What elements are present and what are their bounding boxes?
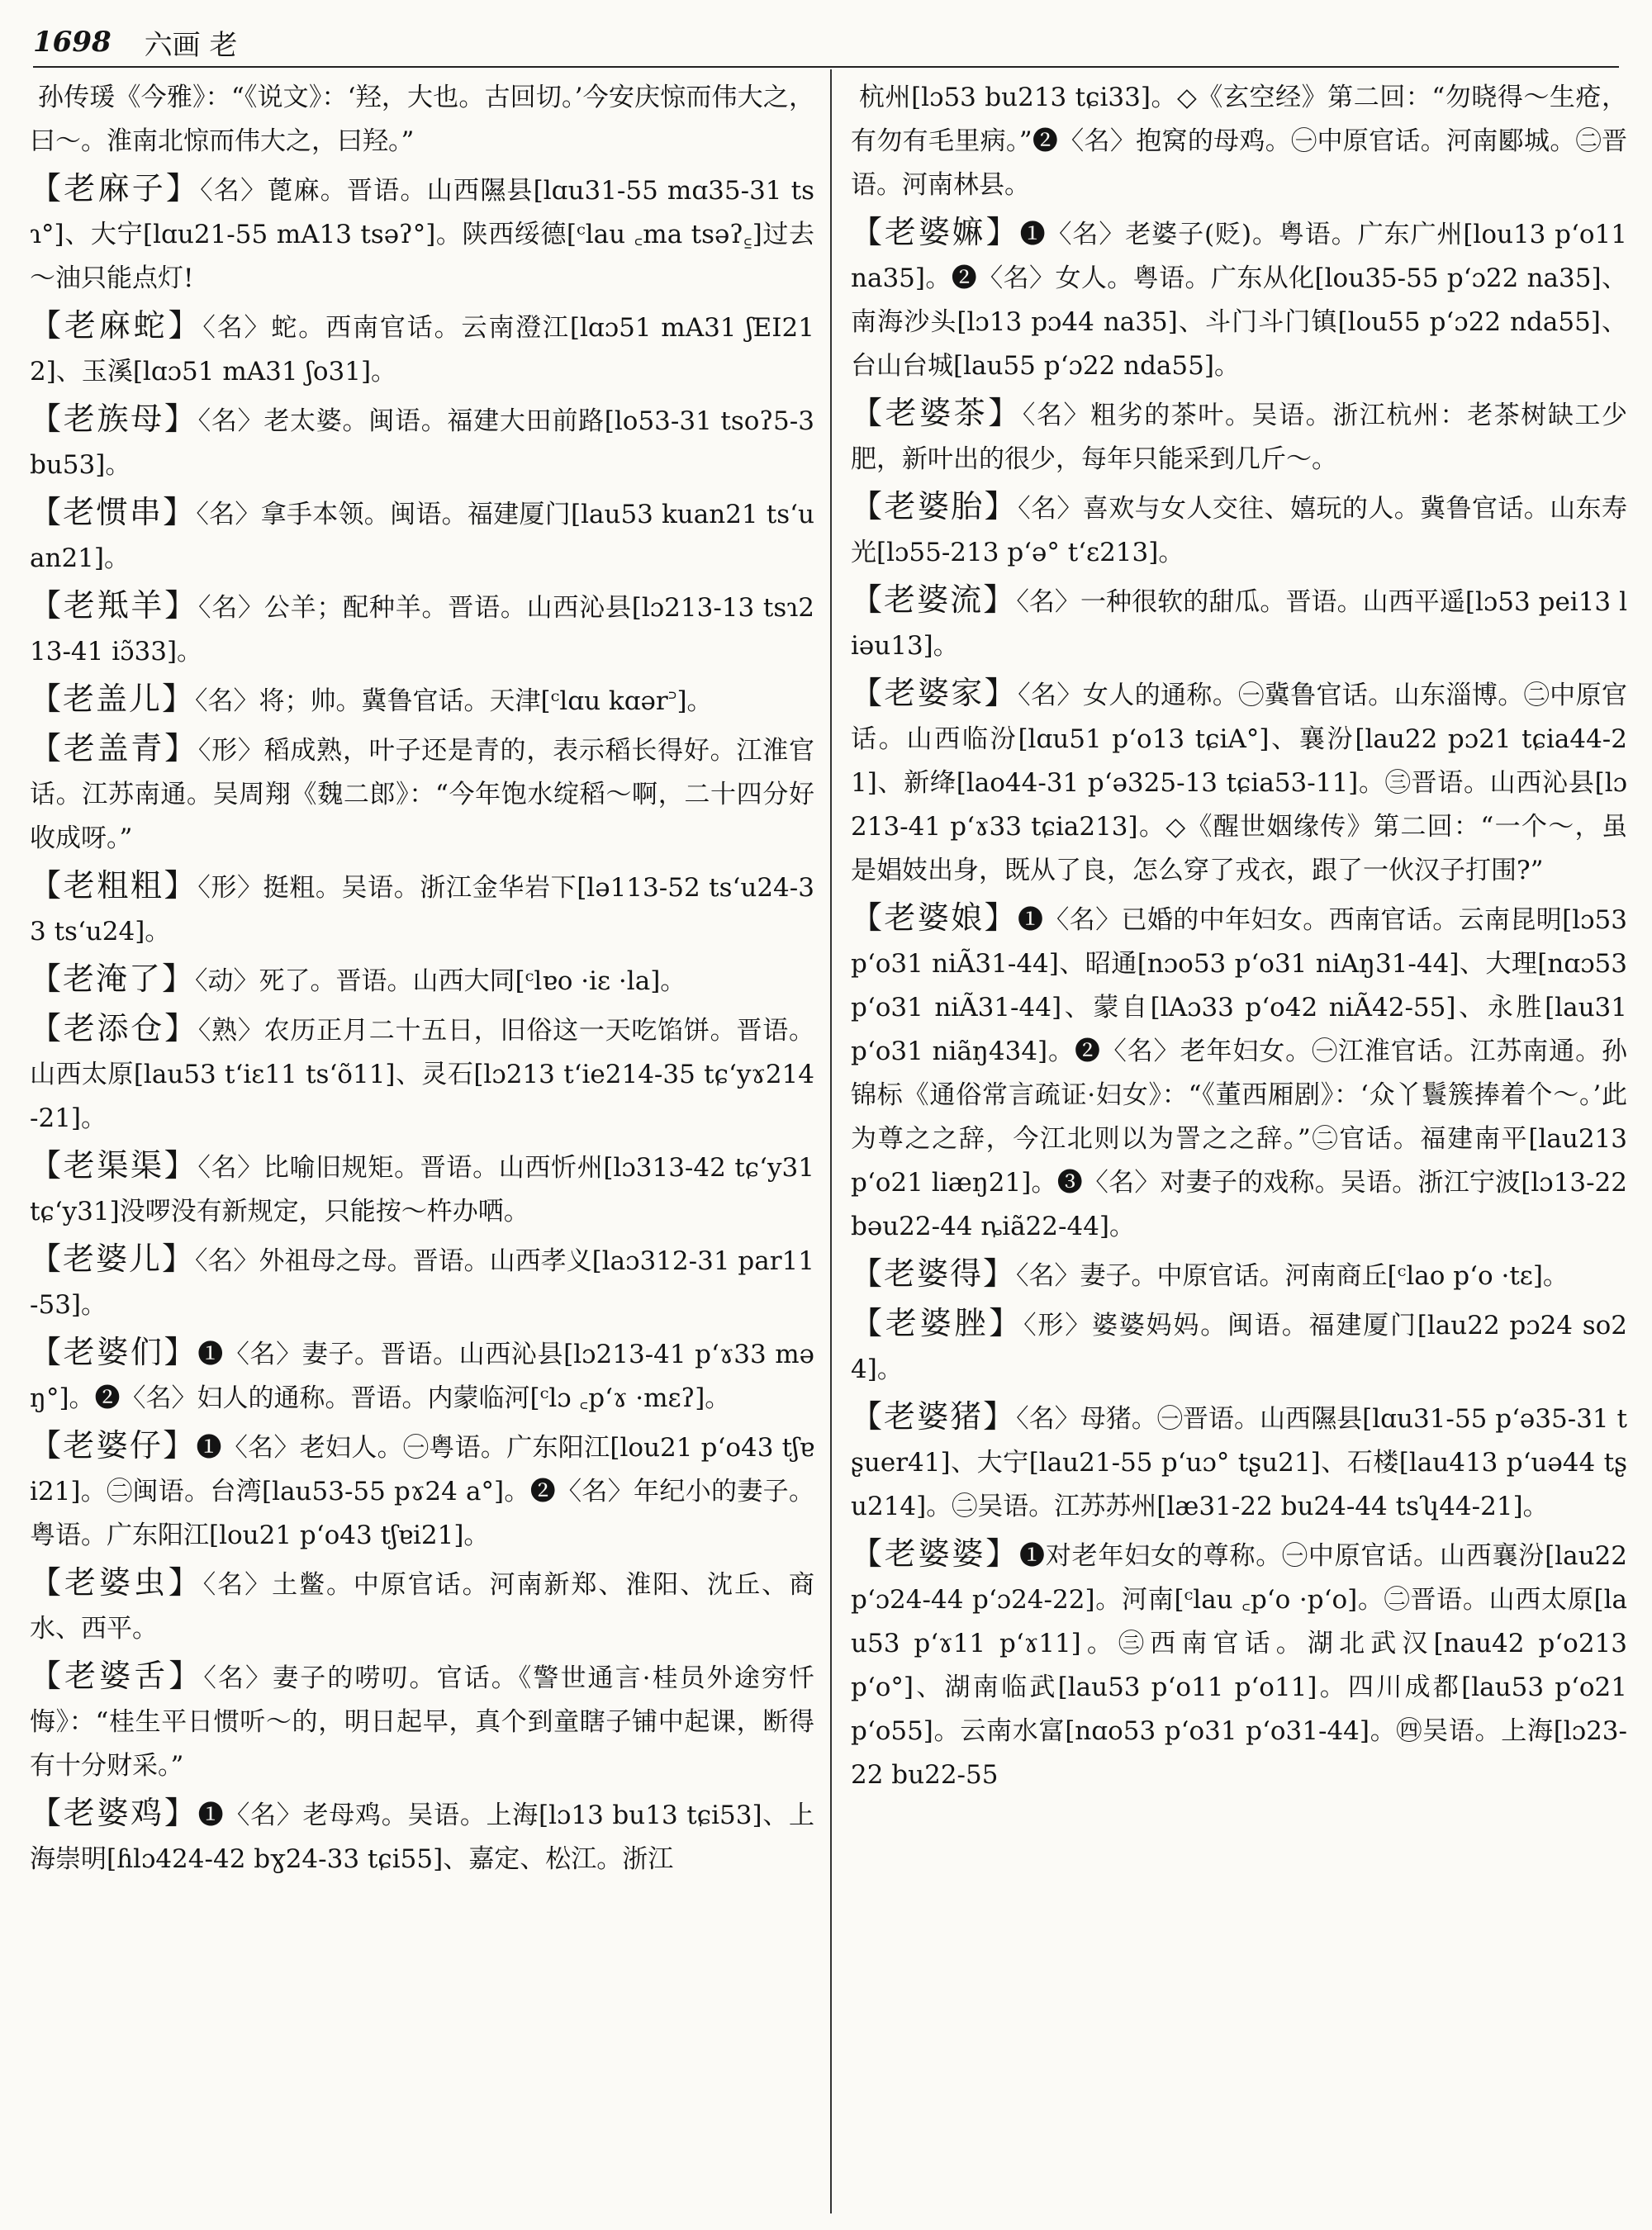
dictionary-entry xyxy=(851,211,1627,388)
dictionary-entry xyxy=(30,1007,814,1141)
dictionary-entry xyxy=(30,957,814,1004)
dictionary-entry xyxy=(851,485,1627,575)
entry-definition: 〈名〉老太婆。闽语。福建大田前路[lo53-31 tsoʔ5-3 bu53]。 xyxy=(30,406,814,480)
entry-definition: ❶对老年妇女的尊称。㊀中原官话。山西襄汾[lau22 p‘ɔ24-44 p‘ɔ24-22]。河南[ᶜlau ꜀p‘o ·p‘o]。㊁晋语。山西太原[lau53 p‘ɤ11 p‘ɤ11]。㊂西南官话。湖北武汉[nau42 p‘o213 p‘o°]、湖南临武[lau53 p‘o11 p‘o11]。四川成都[lau53 p‘o21 p‘o55]。云南水富[nɑo53 p‘o31 p‘o31-44]。㊃吴语。上海[lɔ23-22 bu22-55 xyxy=(851,1541,1627,1790)
entry-headword: 【老婆得】 xyxy=(851,1255,1017,1292)
entry-headword: 【老添仓】 xyxy=(30,1010,198,1046)
entry-definition: 〈名〉拿手本领。闽语。福建厦门[lau53 kuan21 ts‘uan21]。 xyxy=(30,500,814,573)
right-entries xyxy=(851,211,1627,1797)
entry-definition: 〈动〉死了。晋语。山西大同[ᶜlɐo ·iɛ ·la]。 xyxy=(195,966,686,996)
left-continuation: 孙传瑗《今雅》：“《说文》：‘羟，大也。古回切。’今安庆惊而伟大之，曰～。淮南北惊而伟大之，曰羟。” xyxy=(30,83,814,156)
dictionary-entry xyxy=(851,1302,1627,1392)
left-column xyxy=(30,76,814,2215)
entry-definition: 〈名〉蛇。西南官话。云南澄江[lɑɔ51 mA31 ʃEI212]、玉溪[lɑɔ51 mA31 ʃo31]。 xyxy=(30,313,814,387)
entry-definition: ❶〈名〉老婆子(贬)。粤语。广东广州[lou13 p‘o11 na35]。❷〈名〉女人。粤语。广东从化[lou35-55 p‘ɔ22 na35]、南海沙头[lɔ13 pɔ44 na35]、斗门斗门镇[lou55 p‘ɔ22 nda55]、台山台城[lau55 p‘ɔ22 nda55]。 xyxy=(851,220,1627,381)
dictionary-entry xyxy=(30,1424,814,1558)
entry-headword: 【老盖儿】 xyxy=(30,681,196,717)
left-entries xyxy=(30,167,814,1881)
entry-headword: 【老羝羊】 xyxy=(30,587,198,624)
entry-definition: 〈名〉土鳖。中原官话。河南新郑、淮阳、沈丘、商水、西平。 xyxy=(30,1570,814,1644)
entry-headword: 【老婆家】 xyxy=(851,675,1018,711)
entry-headword: 【老婆们】 xyxy=(30,1334,198,1370)
entry-headword: 【老麻蛇】 xyxy=(30,307,203,344)
dictionary-entry xyxy=(851,391,1627,482)
dictionary-entry xyxy=(30,727,814,861)
entry-headword: 【老淹了】 xyxy=(30,961,196,997)
dictionary-entry xyxy=(30,1237,814,1327)
dictionary-entry xyxy=(30,1144,814,1234)
dictionary-entry xyxy=(851,671,1627,893)
entry-definition: 〈名〉粗劣的茶叶。吴语。浙江杭州：老茶树缺工少肥，新叶出的很少，每年只能采到几斤～。 xyxy=(851,401,1627,474)
right-column xyxy=(851,76,1627,2215)
right-continuation: 杭州[lɔ53 bu213 tɕi33]。◇《玄空经》第二回：“勿晓得～生疮，有勿有毛里病。”❷〈名〉抱窝的母鸡。㊀中原官话。河南郾城。㊁晋语。河南林县。 xyxy=(851,83,1627,200)
entry-headword: 【老婆仔】 xyxy=(30,1427,197,1464)
entry-definition: ❶〈名〉妻子。晋语。山西沁县[lɔ213-41 p‘ɤ33 məŋ°]。❷〈名〉妇人的通称。晋语。内蒙临河[ᶜlɔ ꜀p‘ɤ ·mɛʔ]。 xyxy=(30,1340,814,1413)
dictionary-entry xyxy=(851,578,1627,668)
entry-definition: 〈形〉稻成熟，叶子还是青的，表示稻长得好。江淮官话。江苏南通。吴周翔《魏二郎》：“今年饱水绽稻～啊，二十四分好收成呀。” xyxy=(30,736,814,853)
entry-definition: 〈名〉比喻旧规矩。晋语。山西忻州[lɔ313-42 tɕ‘y31 tɕ‘y31]没啰没有新规定，只能按～杵办哂。 xyxy=(30,1153,814,1226)
dictionary-entry xyxy=(30,864,814,954)
dictionary-entry xyxy=(30,584,814,674)
header-rule xyxy=(33,66,1619,68)
entry-headword: 【老盖青】 xyxy=(30,730,198,766)
entry-headword: 【老惯串】 xyxy=(30,494,197,530)
entry-headword: 【老婆流】 xyxy=(851,581,1017,618)
entry-headword: 【老婆嫲】 xyxy=(851,214,1020,250)
entry-definition: 〈名〉女人的通称。㊀冀鲁官话。山东淄博。㊁中原官话。山西临汾[lɑu51 p‘o13 tɕiA°]、襄汾[lau22 pɔ21 tɕia44-21]、新绛[lao44-31 p‘ə325-13 tɕia53-11]。㊂晋语。山西沁县[lɔ213-41 p‘ɤ33 tɕia213]。◇《醒世姻缘传》第二回：“一个～，虽是娼妓出身，既从了良，怎么穿了戎衣，跟了一伙汉子打围?” xyxy=(851,681,1627,885)
dictionary-entry xyxy=(30,1331,814,1421)
entry-headword: 【老粗粗】 xyxy=(30,867,198,904)
entry-headword: 【老婆舌】 xyxy=(30,1658,204,1694)
dictionary-entry xyxy=(30,304,814,394)
entry-headword: 【老婆娘】 xyxy=(851,899,1018,936)
dictionary-entry xyxy=(30,1561,814,1651)
page-number: 1698 xyxy=(33,26,112,59)
entry-headword: 【老婆儿】 xyxy=(30,1241,196,1277)
entry-definition: 〈名〉妻子。中原官话。河南商丘[ᶜlao p‘o ·tɛ]。 xyxy=(1016,1261,1569,1291)
entry-definition: 〈名〉将；帅。冀鲁官话。天津[ᶜlɑu kɑər꜄]。 xyxy=(195,686,713,716)
entry-headword: 【老婆婆】 xyxy=(851,1535,1020,1572)
entry-headword: 【老婆胎】 xyxy=(851,488,1018,524)
entry-headword: 【老麻子】 xyxy=(30,170,201,206)
entry-headword: 【老婆猪】 xyxy=(851,1398,1017,1435)
entry-definition: 〈名〉公羊；配种羊。晋语。山西沁县[lɔ213-13 tsɿ213-41 iɔ̃33]。 xyxy=(30,593,814,667)
entry-headword: 【老婆脞】 xyxy=(851,1305,1024,1341)
entry-definition: 〈名〉外祖母之母。晋语。山西孝义[laɔ312-31 par11-53]。 xyxy=(30,1246,814,1320)
entry-headword: 【老族母】 xyxy=(30,401,198,437)
entry-definition: 〈熟〉农历正月二十五日，旧俗这一天吃馅饼。晋语。山西太原[lau53 t‘iɛ11 ts‘õ11]、灵石[lɔ213 t‘ie214-35 tɕ‘yɤ214-21]。 xyxy=(30,1016,814,1133)
dictionary-entry xyxy=(30,1654,814,1788)
entry-definition: 〈形〉婆婆妈妈。闽语。福建厦门[lau22 pɔ24 so24]。 xyxy=(851,1311,1627,1384)
column-divider xyxy=(830,69,832,2213)
dictionary-entry xyxy=(30,677,814,724)
dictionary-entry xyxy=(30,167,814,301)
entry-definition: 〈形〉挺粗。吴语。浙江金华岩下[lə113-52 ts‘u24-33 ts‘u24]。 xyxy=(30,873,814,947)
dictionary-entry xyxy=(30,491,814,581)
dictionary-entry xyxy=(30,397,814,487)
entry-definition: 〈名〉母猪。㊀晋语。山西隰县[lɑu31-55 p‘ə35-31 tʂuer41]、大宁[lau21-55 p‘uɔ° tʂu21]、石楼[lau413 p‘uə44 tʂu214]。㊁吴语。江苏苏州[læ31-22 bu24-44 tsʮ44-21]。 xyxy=(851,1404,1627,1521)
entry-definition: ❶〈名〉已婚的中年妇女。西南官话。云南昆明[lɔ53 p‘o31 niÃ31-44]、昭通[nɔo53 p‘o31 niAŋ31-44]、大理[nɑɔ53 p‘o31 niÃ31-44]、蒙自[lAɔ33 p‘o42 niÃ42-55]、永胜[lau31 p‘o31 niãŋ434]。❷〈名〉老年妇女。㊀江淮官话。江苏南通。孙锦标《通俗常言疏证·妇女》：“《董西厢剧》：‘众丫鬟簇捧着个～。’此为尊之之辞，今江北则以为詈之之辞。”㊁官话。福建南平[lau213 p‘o21 liæŋ21]。❸〈名〉对妻子的戏称。吴语。浙江宁波[lɔ13-22 bəu22-44 ȵiã22-44]。 xyxy=(851,905,1627,1241)
entry-headword: 【老渠渠】 xyxy=(30,1147,198,1184)
entry-definition: 〈名〉蓖麻。晋语。山西隰县[lɑu31-55 mɑ35-31 tsɿ°]、大宁[lɑu21-55 mA13 tsəʔ°]。陕西绥德[ᶜlau ꜀ma tsəʔ꜁]过去～油只能点灯! xyxy=(30,176,814,293)
entry-headword: 【老婆虫】 xyxy=(30,1564,203,1601)
page-header xyxy=(33,18,1619,66)
entry-definition: ❶〈名〉老妇人。㊀粤语。广东阳江[lou21 p‘o43 tʃɐi21]。㊁闽语。台湾[lau53-55 pɤ24 a°]。❷〈名〉年纪小的妻子。粤语。广东阳江[lou21 p‘o43 tʃɐi21]。 xyxy=(30,1433,814,1550)
entry-headword: 【老婆鸡】 xyxy=(30,1795,198,1831)
dictionary-entry xyxy=(851,1252,1627,1298)
dictionary-entry xyxy=(30,1791,814,1881)
entry-definition: ❶〈名〉老母鸡。吴语。上海[lɔ13 bu13 tɕi53]、上海崇明[ɦlɔ424-42 bɣ24-33 tɕi55]、嘉定、松江。浙江 xyxy=(30,1801,814,1874)
dictionary-entry xyxy=(851,1532,1627,1797)
dictionary-entry xyxy=(851,896,1627,1249)
entry-definition: 〈名〉喜欢与女人交往、嬉玩的人。冀鲁官话。山东寿光[lɔ55-213 p‘ə° t‘ɛ213]。 xyxy=(851,494,1627,567)
entry-headword: 【老婆茶】 xyxy=(851,395,1023,431)
dictionary-entry xyxy=(851,1395,1627,1529)
entry-definition: 〈名〉一种很软的甜瓜。晋语。山西平遥[lɔ53 pei13 liəu13]。 xyxy=(851,587,1627,661)
section-title: 六画 老 xyxy=(144,28,238,62)
entry-definition: 〈名〉妻子的唠叨。官话。《警世通言·桂员外途穷忏悔》：“桂生平日惯听～的，明日起早，真个到童瞎子铺中起课，断得有十分财采。” xyxy=(30,1663,814,1781)
